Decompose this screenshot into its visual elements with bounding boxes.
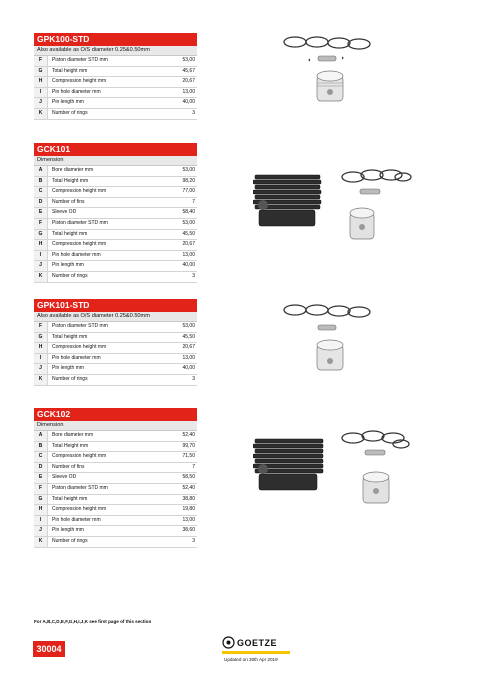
row-key: H (34, 505, 48, 515)
row-label: Compression height mm (52, 453, 107, 460)
row-label: Compression height mm (52, 344, 107, 351)
row-label: Number of rings (52, 537, 88, 544)
row-value: 38,80 (182, 495, 195, 502)
row-key: J (34, 526, 48, 536)
row-label: Pin length mm (52, 99, 84, 106)
row-key: B (34, 177, 48, 187)
table-row (34, 537, 197, 548)
product-block-gck102 (34, 408, 197, 548)
row-value: 20,67 (182, 78, 195, 85)
row-label: Compression height mm (52, 188, 107, 195)
table-row (34, 177, 197, 188)
table-row (34, 343, 197, 354)
table-row (34, 261, 197, 272)
table-row (34, 505, 197, 516)
row-label: Compression height mm (52, 78, 107, 85)
table-row (34, 56, 197, 67)
table-row (34, 77, 197, 88)
row-value: 53,00 (182, 57, 195, 63)
row-value: 13,00 (182, 354, 195, 361)
row-value: 40,00 (182, 262, 195, 269)
row-label: Bore diameter mm (52, 432, 94, 438)
row-label: Total height mm (52, 230, 88, 237)
row-value: 53,00 (182, 219, 195, 226)
row-value: 45,67 (182, 67, 195, 74)
table-row (34, 98, 197, 109)
row-value: 58,40 (182, 209, 195, 216)
row-key: F (34, 322, 48, 332)
footer-note: For A,B,C,D,E,F,G,H,I,J,K see first page of this section (34, 619, 152, 624)
product-title: GPK100-STD (34, 33, 197, 46)
row-label: Pin hole diameter mm (52, 354, 101, 361)
row-label: Number of fins (52, 198, 85, 205)
row-label: Total Height mm (52, 442, 89, 449)
goetze-logo-icon (222, 636, 235, 649)
row-label: Total height mm (52, 333, 88, 340)
row-key: I (34, 354, 48, 364)
row-value: 52,40 (182, 432, 195, 438)
table-row (34, 208, 197, 219)
row-key: F (34, 56, 48, 66)
piston-kit-image (282, 301, 372, 379)
row-key: E (34, 208, 48, 218)
table-row (34, 463, 197, 474)
row-label: Number of rings (52, 375, 88, 382)
row-label: Piston diameter STD mm (52, 57, 108, 63)
row-key: K (34, 272, 48, 282)
product-title: GCK101 (34, 143, 197, 156)
row-key: F (34, 219, 48, 229)
row-key: C (34, 452, 48, 462)
row-label: Sleeve OD (52, 474, 77, 481)
table-row (34, 322, 197, 333)
row-key: D (34, 198, 48, 208)
product-block-gck101 (34, 143, 197, 283)
row-value: 53,00 (182, 323, 195, 329)
row-key: A (34, 431, 48, 441)
row-label: Pin hole diameter mm (52, 251, 101, 258)
table-row (34, 230, 197, 241)
row-key: G (34, 67, 48, 77)
row-value: 20,67 (182, 241, 195, 248)
table-row (34, 187, 197, 198)
table-row (34, 364, 197, 375)
row-value: 45,50 (182, 230, 195, 237)
row-label: Pin hole diameter mm (52, 88, 101, 95)
table-row (34, 272, 197, 283)
table-row (34, 495, 197, 506)
row-value: 40,00 (182, 365, 195, 372)
row-key: H (34, 240, 48, 250)
table-row (34, 431, 197, 442)
row-label: Total height mm (52, 495, 88, 502)
product-subtitle: Also available as O/S diameter 0.25&0.50mm (34, 46, 197, 56)
row-value: 7 (192, 198, 195, 205)
row-label: Compression height mm (52, 506, 107, 513)
row-value: 45,50 (182, 333, 195, 340)
brand-name: GOETZE (237, 638, 278, 648)
row-key: J (34, 261, 48, 271)
table-row (34, 67, 197, 78)
row-key: K (34, 109, 48, 119)
row-label: Pin length mm (52, 527, 84, 534)
row-label: Pin length mm (52, 262, 84, 269)
row-key: E (34, 473, 48, 483)
product-title: GPK101-STD (34, 299, 197, 312)
row-key: J (34, 98, 48, 108)
row-label: Number of rings (52, 109, 88, 116)
product-title: GCK102 (34, 408, 197, 421)
row-key: G (34, 333, 48, 343)
row-value: 58,50 (182, 474, 195, 481)
product-block-gpk100 (34, 33, 197, 120)
row-label: Number of fins (52, 463, 85, 470)
row-label: Piston diameter STD mm (52, 219, 108, 226)
table-row (34, 333, 197, 344)
piston-kit-image (282, 33, 372, 111)
product-subtitle: Dimension (34, 421, 197, 431)
row-label: Compression height mm (52, 241, 107, 248)
row-value: 19,80 (182, 506, 195, 513)
product-block-gpk101 (34, 299, 197, 386)
table-row (34, 240, 197, 251)
row-label: Piston diameter STD mm (52, 484, 108, 491)
cylinder-kit-image (253, 425, 413, 520)
row-value: 3 (192, 109, 195, 116)
row-key: A (34, 166, 48, 176)
table-row (34, 473, 197, 484)
table-row (34, 219, 197, 230)
row-key: K (34, 375, 48, 385)
table-row (34, 526, 197, 537)
updated-date: Updated on 30th Apr 2019 (224, 657, 278, 662)
table-row (34, 251, 197, 262)
row-key: I (34, 516, 48, 526)
cylinder-kit-image (253, 165, 413, 255)
table-row (34, 442, 197, 453)
row-label: Total height mm (52, 67, 88, 74)
row-key: D (34, 463, 48, 473)
row-value: 77,00 (182, 188, 195, 195)
table-row (34, 375, 197, 386)
row-label: Piston diameter STD mm (52, 323, 108, 329)
row-key: C (34, 187, 48, 197)
row-key: J (34, 364, 48, 374)
row-key: H (34, 77, 48, 87)
table-row (34, 166, 197, 177)
table-row (34, 516, 197, 527)
row-key: F (34, 484, 48, 494)
row-value: 3 (192, 375, 195, 382)
row-value: 99,70 (182, 442, 195, 449)
row-value: 71,50 (182, 453, 195, 460)
row-key: H (34, 343, 48, 353)
table-row (34, 88, 197, 99)
row-value: 13,00 (182, 251, 195, 258)
row-key: I (34, 251, 48, 261)
row-label: Bore diameter mm (52, 167, 94, 173)
table-row (34, 452, 197, 463)
row-label: Sleeve OD (52, 209, 77, 216)
row-label: Pin hole diameter mm (52, 516, 101, 523)
row-value: 13,00 (182, 88, 195, 95)
row-key: I (34, 88, 48, 98)
row-label: Pin length mm (52, 365, 84, 372)
brand-bar (222, 651, 290, 654)
row-key: K (34, 537, 48, 547)
row-label: Number of rings (52, 272, 88, 279)
page-number: 30004 (33, 641, 65, 657)
table-row (34, 198, 197, 209)
row-key: B (34, 442, 48, 452)
table-row (34, 484, 197, 495)
row-value: 20,67 (182, 344, 195, 351)
row-key: G (34, 495, 48, 505)
table-row (34, 109, 197, 120)
product-subtitle: Also available as O/S diameter 0.25&0.50mm (34, 312, 197, 322)
row-value: 98,20 (182, 177, 195, 184)
row-value: 52,40 (182, 484, 195, 491)
product-subtitle: Dimension (34, 156, 197, 166)
row-value: 53,00 (182, 167, 195, 173)
table-row (34, 354, 197, 365)
row-value: 3 (192, 537, 195, 544)
row-value: 3 (192, 272, 195, 279)
row-value: 13,00 (182, 516, 195, 523)
row-value: 38,60 (182, 527, 195, 534)
row-label: Total Height mm (52, 177, 89, 184)
row-value: 7 (192, 463, 195, 470)
row-key: G (34, 230, 48, 240)
row-value: 40,00 (182, 99, 195, 106)
